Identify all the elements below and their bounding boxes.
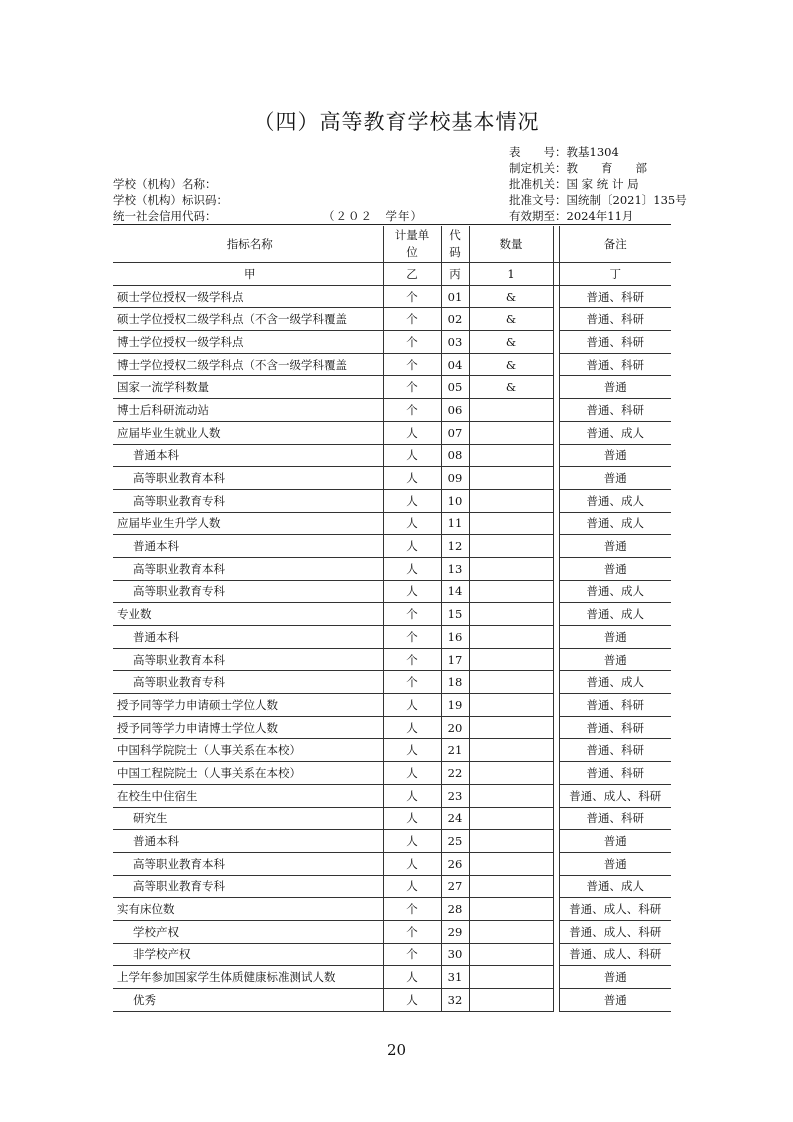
table-row (113, 716, 671, 739)
table-row (113, 353, 671, 376)
table-row (113, 943, 671, 966)
unit-cell: 人 (383, 830, 441, 853)
quantity-cell[interactable] (469, 512, 553, 535)
letter-unit: 乙 (383, 263, 441, 286)
quantity-cell[interactable] (469, 966, 553, 989)
note-cell: 普通、科研 (559, 716, 671, 739)
quantity-cell[interactable]: & (469, 308, 553, 331)
table-row (113, 285, 671, 308)
quantity-cell[interactable] (469, 762, 553, 785)
meta-line: 批准机关：国 家 统 计 局 (509, 177, 639, 191)
note-cell: 普通、成人 (559, 671, 671, 694)
code-cell: 30 (441, 943, 469, 966)
quantity-cell[interactable] (469, 489, 553, 512)
note-cell: 普通 (559, 557, 671, 580)
header-qty: 数量 (469, 226, 553, 263)
table-row (113, 489, 671, 512)
indicator-name: 优秀 (113, 989, 383, 1012)
table-row (113, 875, 671, 898)
indicator-name: 中国科学院院士（人事关系在本校） (113, 739, 383, 762)
unit-cell: 人 (383, 489, 441, 512)
institution-id-label: 学校（机构）标识码： (113, 193, 228, 207)
code-cell: 11 (441, 512, 469, 535)
note-cell: 普通、科研 (559, 285, 671, 308)
letter-qty: 1 (469, 263, 553, 286)
unit-cell: 人 (383, 580, 441, 603)
unit-cell: 人 (383, 739, 441, 762)
quantity-cell[interactable] (469, 535, 553, 558)
table-row (113, 762, 671, 785)
note-cell: 普通、成人 (559, 580, 671, 603)
table-row (113, 784, 671, 807)
table-row (113, 966, 671, 989)
unit-cell: 个 (383, 626, 441, 649)
table-row (113, 920, 671, 943)
unit-cell: 个 (383, 920, 441, 943)
header-note: 备注 (559, 226, 671, 263)
table-row (113, 807, 671, 830)
note-cell: 普通、成人 (559, 512, 671, 535)
note-cell: 普通、成人 (559, 603, 671, 626)
code-cell: 26 (441, 852, 469, 875)
note-cell: 普通 (559, 648, 671, 671)
code-cell: 16 (441, 626, 469, 649)
indicator-name: 博士学位授权二级学科点（不含一级学科覆盖 (113, 353, 383, 376)
table-row (113, 989, 671, 1012)
unit-cell: 个 (383, 308, 441, 331)
code-cell: 29 (441, 920, 469, 943)
indicator-name: 应届毕业生就业人数 (113, 421, 383, 444)
indicator-name: 普通本科 (113, 626, 383, 649)
code-cell: 27 (441, 875, 469, 898)
quantity-cell[interactable] (469, 830, 553, 853)
code-cell: 04 (441, 353, 469, 376)
table-row (113, 399, 671, 422)
quantity-cell[interactable] (469, 399, 553, 422)
quantity-cell[interactable] (469, 943, 553, 966)
table-row (113, 308, 671, 331)
unit-cell: 人 (383, 807, 441, 830)
quantity-cell[interactable]: & (469, 285, 553, 308)
indicator-name: 授予同等学力申请博士学位人数 (113, 716, 383, 739)
school-year-label: （２０２ 学年） (323, 209, 423, 223)
meta-line: 有效期至：2024年11月 (509, 209, 634, 223)
indicator-name: 高等职业教育本科 (113, 852, 383, 875)
header-unit: 计量单位 (383, 226, 441, 263)
code-cell: 12 (441, 535, 469, 558)
indicator-name: 研究生 (113, 807, 383, 830)
quantity-cell[interactable] (469, 920, 553, 943)
table-row (113, 557, 671, 580)
table-row (113, 648, 671, 671)
form-meta-left (113, 176, 228, 224)
unit-cell: 人 (383, 444, 441, 467)
unit-cell: 个 (383, 943, 441, 966)
unit-cell: 人 (383, 467, 441, 490)
table-row (113, 694, 671, 717)
quantity-cell[interactable] (469, 580, 553, 603)
indicator-name: 高等职业教育专科 (113, 875, 383, 898)
table-row (113, 898, 671, 921)
unit-cell: 个 (383, 648, 441, 671)
indicator-name: 授予同等学力申请硕士学位人数 (113, 694, 383, 717)
note-cell: 普通 (559, 376, 671, 399)
quantity-cell[interactable] (469, 603, 553, 626)
indicator-name: 高等职业教育本科 (113, 557, 383, 580)
table-row (113, 830, 671, 853)
indicator-name: 高等职业教育专科 (113, 580, 383, 603)
statistics-table (113, 226, 671, 1012)
code-cell: 32 (441, 989, 469, 1012)
indicator-name: 高等职业教育专科 (113, 671, 383, 694)
table-row (113, 421, 671, 444)
code-cell: 05 (441, 376, 469, 399)
page-number: 20 (386, 1041, 407, 1059)
table-body (113, 226, 671, 1011)
quantity-cell[interactable]: & (469, 376, 553, 399)
code-cell: 03 (441, 331, 469, 354)
note-cell: 普通、科研 (559, 308, 671, 331)
indicator-name: 上学年参加国家学生体质健康标准测试人数 (113, 966, 383, 989)
note-cell: 普通、成人 (559, 489, 671, 512)
note-cell: 普通、成人 (559, 875, 671, 898)
quantity-cell[interactable] (469, 694, 553, 717)
unit-cell: 人 (383, 989, 441, 1012)
code-cell: 19 (441, 694, 469, 717)
unit-cell: 人 (383, 512, 441, 535)
note-cell: 普通、科研 (559, 694, 671, 717)
indicator-name: 博士后科研流动站 (113, 399, 383, 422)
code-cell: 14 (441, 580, 469, 603)
indicator-name: 中国工程院院士（人事关系在本校） (113, 762, 383, 785)
unit-cell: 人 (383, 762, 441, 785)
note-cell: 普通 (559, 467, 671, 490)
indicator-name: 硕士学位授权二级学科点（不含一级学科覆盖 (113, 308, 383, 331)
letter-code: 丙 (441, 263, 469, 286)
code-cell: 01 (441, 285, 469, 308)
note-cell: 普通 (559, 535, 671, 558)
unit-cell: 人 (383, 852, 441, 875)
quantity-cell[interactable] (469, 852, 553, 875)
code-cell: 13 (441, 557, 469, 580)
quantity-cell[interactable] (469, 444, 553, 467)
indicator-name: 非学校产权 (113, 943, 383, 966)
code-cell: 18 (441, 671, 469, 694)
note-cell: 普通 (559, 830, 671, 853)
code-cell: 10 (441, 489, 469, 512)
note-cell: 普通、成人 (559, 421, 671, 444)
quantity-cell[interactable] (469, 626, 553, 649)
note-cell: 普通、科研 (559, 331, 671, 354)
unit-cell: 个 (383, 331, 441, 354)
table-row (113, 739, 671, 762)
note-cell: 普通、科研 (559, 762, 671, 785)
code-cell: 09 (441, 467, 469, 490)
table-row (113, 331, 671, 354)
note-cell: 普通 (559, 989, 671, 1012)
table-row (113, 467, 671, 490)
indicator-name: 普通本科 (113, 535, 383, 558)
quantity-cell[interactable] (469, 739, 553, 762)
note-cell: 普通、科研 (559, 807, 671, 830)
quantity-cell[interactable] (469, 421, 553, 444)
indicator-name: 专业数 (113, 603, 383, 626)
unit-cell: 人 (383, 966, 441, 989)
unit-cell: 个 (383, 285, 441, 308)
credit-code-label: 统一社会信用代码： (113, 209, 217, 223)
note-cell: 普通、科研 (559, 399, 671, 422)
code-cell: 02 (441, 308, 469, 331)
note-cell: 普通、成人、科研 (559, 920, 671, 943)
quantity-cell[interactable]: & (469, 353, 553, 376)
column-letter-row (113, 263, 671, 286)
meta-line: 批准文号：国统制〔2021〕135号 (509, 193, 687, 207)
note-cell: 普通 (559, 852, 671, 875)
unit-cell: 人 (383, 421, 441, 444)
letter-name: 甲 (113, 263, 383, 286)
unit-cell: 个 (383, 353, 441, 376)
code-cell: 20 (441, 716, 469, 739)
note-cell: 普通、科研 (559, 353, 671, 376)
code-cell: 15 (441, 603, 469, 626)
quantity-cell[interactable] (469, 898, 553, 921)
indicator-name: 高等职业教育本科 (113, 648, 383, 671)
quantity-cell[interactable] (469, 807, 553, 830)
table-row (113, 376, 671, 399)
note-cell: 普通 (559, 626, 671, 649)
code-cell: 08 (441, 444, 469, 467)
header-code: 代码 (441, 226, 469, 263)
unit-cell: 人 (383, 875, 441, 898)
indicator-name: 应届毕业生升学人数 (113, 512, 383, 535)
unit-cell: 个 (383, 376, 441, 399)
quantity-cell[interactable] (469, 467, 553, 490)
indicator-name: 高等职业教育本科 (113, 467, 383, 490)
institution-name-label: 学校（机构）名称： (113, 177, 217, 191)
indicator-name: 硕士学位授权一级学科点 (113, 285, 383, 308)
code-cell: 28 (441, 898, 469, 921)
meta-line: 表 号：教基1304 (509, 145, 619, 159)
unit-cell: 人 (383, 784, 441, 807)
page-title: （四）高等教育学校基本情况 (253, 110, 540, 134)
code-cell: 23 (441, 784, 469, 807)
header-name: 指标名称 (113, 226, 383, 263)
indicator-name: 普通本科 (113, 444, 383, 467)
note-cell: 普通、成人、科研 (559, 784, 671, 807)
form-meta-right (509, 144, 687, 224)
code-cell: 31 (441, 966, 469, 989)
table-row (113, 626, 671, 649)
meta-line: 制定机关：教 育 部 (509, 161, 647, 175)
unit-cell: 个 (383, 898, 441, 921)
table-header-row (113, 226, 671, 263)
table-top-rule (113, 224, 671, 225)
table-row (113, 444, 671, 467)
code-cell: 06 (441, 399, 469, 422)
indicator-name: 博士学位授权一级学科点 (113, 331, 383, 354)
unit-cell: 个 (383, 671, 441, 694)
table-row (113, 852, 671, 875)
table-row (113, 580, 671, 603)
note-cell: 普通、科研 (559, 739, 671, 762)
code-cell: 25 (441, 830, 469, 853)
quantity-cell[interactable] (469, 648, 553, 671)
unit-cell: 个 (383, 603, 441, 626)
indicator-name: 高等职业教育专科 (113, 489, 383, 512)
letter-note: 丁 (559, 263, 671, 286)
table-row (113, 535, 671, 558)
quantity-cell[interactable] (469, 875, 553, 898)
quantity-cell[interactable]: & (469, 331, 553, 354)
note-cell: 普通、成人、科研 (559, 898, 671, 921)
indicator-name: 学校产权 (113, 920, 383, 943)
indicator-name: 普通本科 (113, 830, 383, 853)
quantity-cell[interactable] (469, 557, 553, 580)
indicator-name: 国家一流学科数量 (113, 376, 383, 399)
unit-cell: 个 (383, 399, 441, 422)
table-row (113, 603, 671, 626)
note-cell: 普通、成人、科研 (559, 943, 671, 966)
code-cell: 22 (441, 762, 469, 785)
code-cell: 21 (441, 739, 469, 762)
unit-cell: 人 (383, 535, 441, 558)
code-cell: 17 (441, 648, 469, 671)
quantity-cell[interactable] (469, 716, 553, 739)
code-cell: 07 (441, 421, 469, 444)
unit-cell: 人 (383, 694, 441, 717)
table-row (113, 512, 671, 535)
indicator-name: 实有床位数 (113, 898, 383, 921)
table-row (113, 671, 671, 694)
code-cell: 24 (441, 807, 469, 830)
unit-cell: 人 (383, 557, 441, 580)
note-cell: 普通 (559, 444, 671, 467)
unit-cell: 人 (383, 716, 441, 739)
note-cell: 普通 (559, 966, 671, 989)
quantity-cell[interactable] (469, 784, 553, 807)
quantity-cell[interactable] (469, 989, 553, 1012)
quantity-cell[interactable] (469, 671, 553, 694)
indicator-name: 在校生中住宿生 (113, 784, 383, 807)
